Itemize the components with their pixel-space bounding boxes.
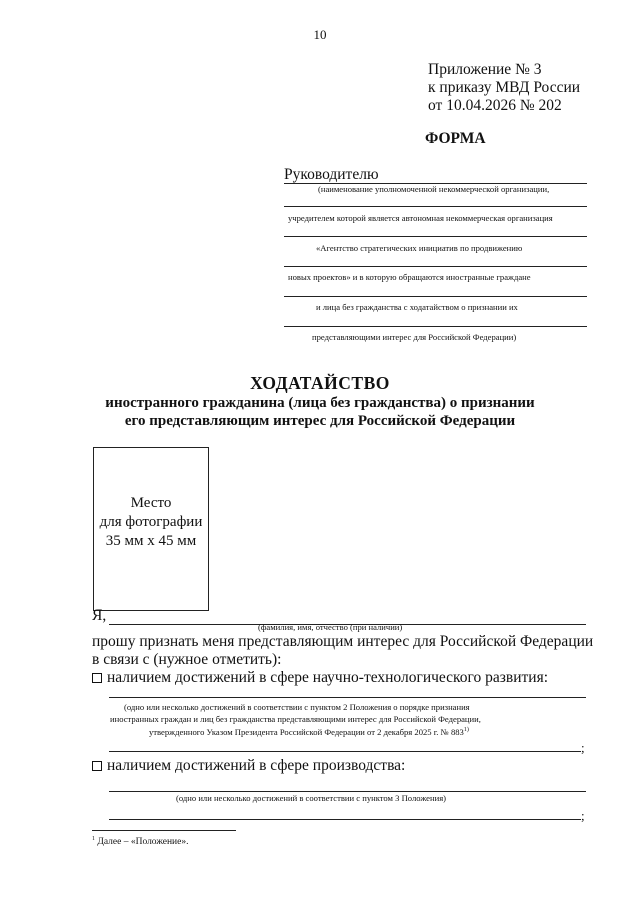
option-science-note-3	[149, 727, 469, 737]
photo-line-2: для фотографии	[99, 514, 203, 530]
document-title: ХОДАТАЙСТВО	[250, 373, 390, 393]
option-science-note-1: (одно или несколько достижений в соответствии с пунктом 2 Положения о порядке признания	[124, 702, 470, 712]
option-production-field[interactable]	[109, 791, 586, 792]
option-production-note: (одно или несколько достижений в соответствии с пунктом 3 Положения)	[176, 793, 447, 803]
appendix-line-2: к приказу МВД России	[428, 79, 581, 96]
addressee-note-4: новых проектов» и в которую обращаются иностранные граждане	[288, 272, 531, 282]
document-subtitle-2: его представляющим интерес для Российской Федерации	[124, 413, 516, 429]
request-line-2: в связи с (нужное отметить):	[92, 651, 282, 668]
option-science-label: наличием достижений в сфере научно-технологического развития:	[107, 669, 549, 686]
photo-line-3: 35 мм x 45 мм	[105, 533, 197, 549]
appendix-reference	[428, 61, 580, 115]
option-production-label: наличием достижений в сфере производства:	[107, 757, 406, 774]
addressee-line	[284, 296, 587, 297]
option-production-field[interactable]	[109, 819, 581, 820]
photo-line-1: Место	[130, 495, 172, 511]
footnote	[92, 836, 188, 847]
option-science-end: ;	[581, 740, 585, 755]
applicant-prefix: Я,	[92, 607, 107, 624]
request-line-1: прошу признать меня представляющим интерес для Российской Федерации	[92, 633, 594, 650]
photo-placeholder	[93, 447, 209, 611]
addressee-note-6: представляющими интерес для Российской Федерации)	[312, 332, 517, 342]
option-production[interactable]	[92, 757, 405, 775]
option-science-checkbox[interactable]	[92, 673, 102, 683]
form-label: ФОРМА	[425, 130, 486, 147]
addressee-title: Руководителю	[284, 166, 379, 183]
page-number: 10	[313, 27, 327, 42]
option-science-field[interactable]	[109, 751, 581, 752]
addressee-line	[284, 266, 587, 267]
option-production-checkbox[interactable]	[92, 761, 102, 771]
addressee-note-3: «Агентство стратегических инициатив по продвижению	[316, 243, 523, 253]
appendix-line-1: Приложение № 3	[428, 61, 542, 78]
footnote-text: Далее – «Положение».	[97, 837, 189, 848]
applicant-name-note: (фамилия, имя, отчество (при наличии)	[258, 622, 403, 632]
addressee-line	[284, 236, 587, 237]
option-science-field[interactable]	[109, 697, 586, 698]
option-science-note-3-text: утвержденного Указом Президента Российской Федерации от 2 декабря 2025 г. № 883	[149, 727, 464, 737]
footnote-mark: 1	[92, 836, 95, 842]
addressee-line	[284, 326, 587, 327]
option-science-note-2: иностранных граждан и лиц без гражданства представляющими интерес для Российской Федерации,	[110, 714, 481, 724]
footnote-ref: 1)	[463, 727, 469, 734]
addressee-note-5: и лица без гражданства с ходатайством о признании их	[316, 302, 518, 312]
option-production-end: ;	[581, 808, 585, 823]
addressee-line	[284, 206, 587, 207]
document-subtitle-1: иностранного гражданина (лица без гражданства) о признании	[105, 395, 535, 411]
appendix-line-3: от 10.04.2026 № 202	[428, 97, 562, 114]
addressee-note-1: (наименование уполномоченной некоммерческой организации,	[318, 184, 550, 194]
option-science[interactable]	[92, 669, 548, 687]
addressee-note-2: учредителем которой является автономная некоммерческая организация	[288, 213, 553, 223]
footnote-separator	[92, 830, 236, 831]
